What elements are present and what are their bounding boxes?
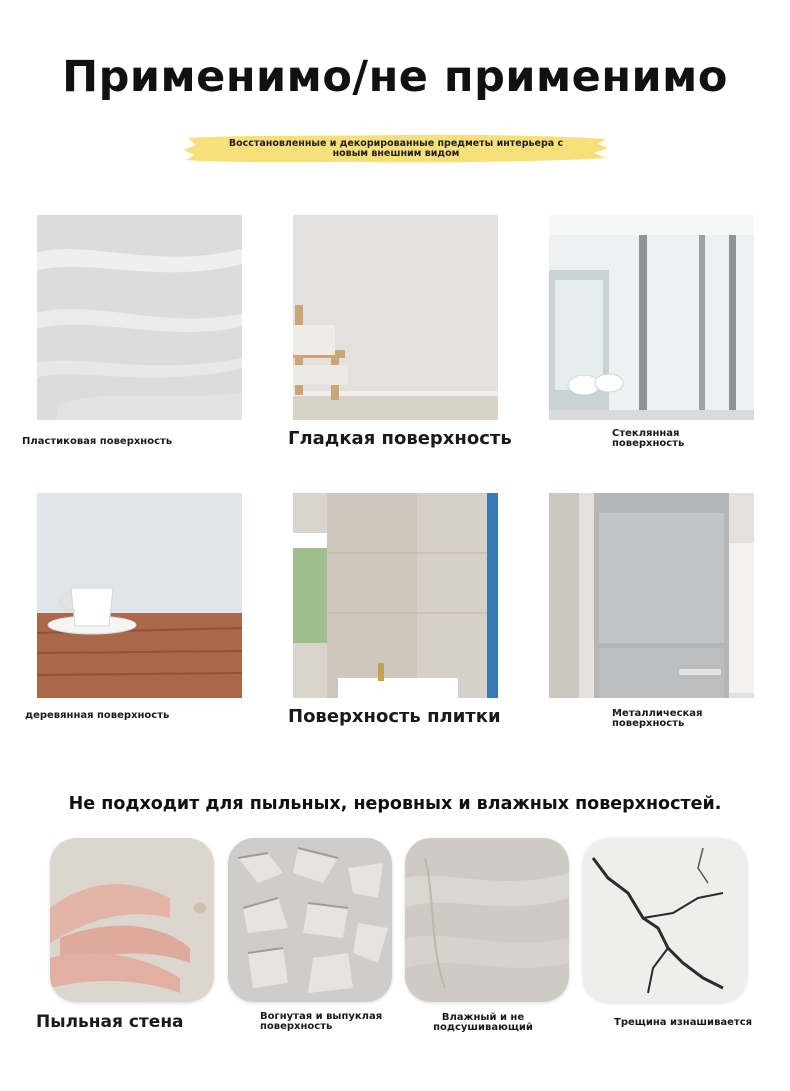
smooth-wall-image [293, 215, 498, 420]
wooden-surface-label: деревянная поверхность [25, 710, 170, 721]
plastic-surface-image [37, 215, 242, 420]
uneven-surface-label: Вогнутая и выпуклая поверхность [260, 1011, 383, 1032]
page-title: Применимо/не применимо [62, 52, 728, 102]
banner-line-2: новым внешним видом [332, 148, 460, 159]
metallic-surface-image [549, 493, 754, 698]
banner-line-1: Восстановленные и декорированные предметы интерьера с [228, 138, 564, 149]
banner-text [212, 139, 580, 159]
glass-surface-label: Стеклянная поверхность [612, 428, 685, 449]
not-applicable-heading: Не подходит для пыльных, неровных и влажных поверхностей. [68, 794, 722, 814]
tile-surface-label: Поверхность плитки [288, 706, 501, 727]
cracked-wall-image [583, 838, 747, 1002]
damp-surface-image [405, 838, 569, 1002]
uneven-surface-image [228, 838, 392, 1002]
cracked-wall-label: Трещина изнашивается [614, 1017, 753, 1028]
damp-surface-label: Влажный и не подсушивающий [433, 1012, 533, 1033]
dusty-wall-label: Пыльная стена [36, 1012, 184, 1032]
smooth-surface-label: Гладкая поверхность [288, 428, 512, 449]
subtitle-banner [182, 134, 610, 164]
tile-surface-image [293, 493, 498, 698]
plastic-surface-label: Пластиковая поверхность [22, 436, 173, 447]
wooden-surface-image [37, 493, 242, 698]
dusty-wall-image [50, 838, 214, 1002]
metallic-surface-label: Металлическая поверхность [612, 708, 703, 729]
glass-surface-image [549, 215, 754, 420]
